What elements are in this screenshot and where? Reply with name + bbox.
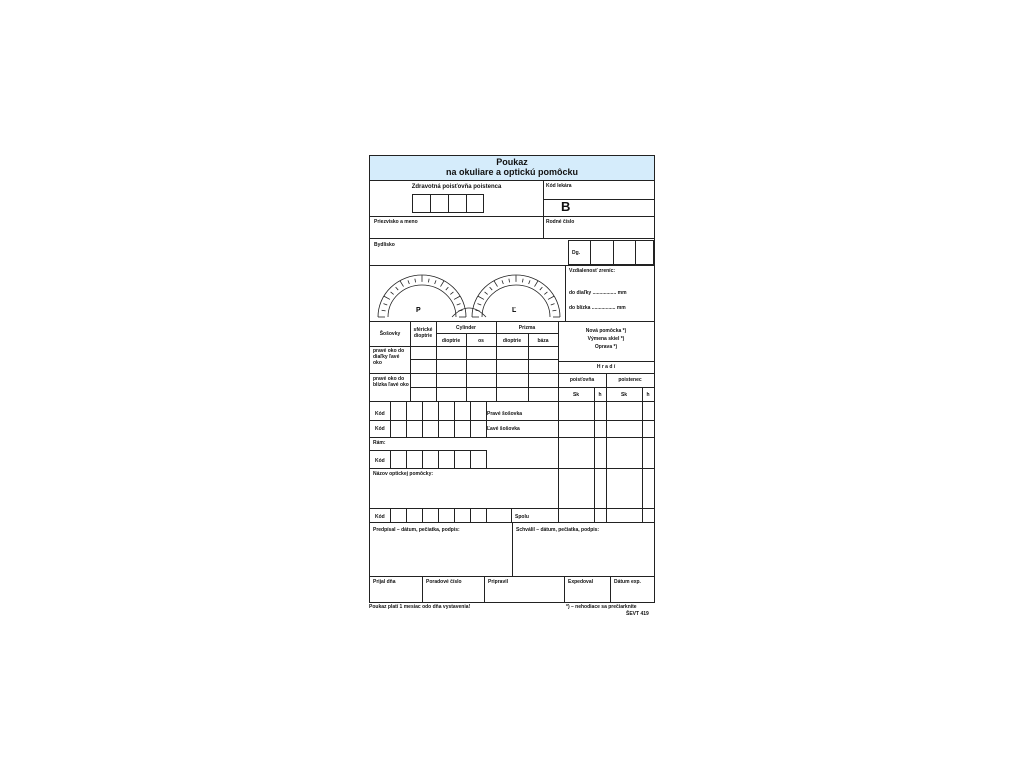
prism-col-header: Prizma bbox=[518, 325, 536, 331]
birth-number-label: Rodné číslo bbox=[546, 219, 575, 225]
form-subtitle: na okuliare a optickú pomôcku bbox=[445, 167, 579, 177]
received-date-label: Prijal dňa bbox=[373, 579, 396, 585]
sphere-col-header: sférické dioptrie bbox=[413, 327, 433, 339]
pays-insured-label: poistenec bbox=[618, 377, 642, 383]
code-cell-divider bbox=[406, 508, 407, 522]
right-eye-dial-label: P bbox=[416, 307, 421, 314]
dial-tick bbox=[485, 292, 488, 294]
pays-insurer-label: poisťovňa bbox=[569, 377, 595, 383]
code-cell-divider bbox=[470, 450, 471, 468]
near-distance-label: do blízka ................. mm bbox=[569, 305, 626, 311]
dial-tick bbox=[458, 310, 462, 311]
dial-tick bbox=[454, 296, 460, 299]
code-cell-divider bbox=[454, 508, 455, 522]
dial-tick bbox=[396, 287, 399, 290]
address-label: Bydlisko bbox=[374, 242, 395, 248]
dial-tick bbox=[494, 281, 498, 287]
code-cell-divider bbox=[486, 508, 487, 522]
code-label-2: Kód bbox=[375, 426, 385, 432]
dial-tick bbox=[535, 281, 539, 287]
insured-sk-header: Sk bbox=[620, 392, 628, 398]
lenses-col-header: Šošovky bbox=[379, 331, 401, 337]
diagnosis-boxes[interactable] bbox=[568, 240, 654, 265]
code-cell-divider bbox=[486, 420, 487, 437]
dial-tick bbox=[441, 281, 445, 287]
strike-note: *) – nehodiace sa prečiarknite bbox=[566, 604, 637, 610]
dial-tick bbox=[400, 281, 404, 287]
dial-tick bbox=[478, 296, 484, 299]
code-cell-divider bbox=[486, 401, 487, 420]
serial-number-label: Poradové číslo bbox=[426, 579, 462, 585]
total-label: Spolu bbox=[515, 514, 529, 520]
frame-label: Rám: bbox=[373, 440, 386, 446]
code-cell-divider bbox=[422, 508, 423, 522]
code-label-3: Kód bbox=[375, 458, 385, 464]
dial-tick bbox=[522, 279, 523, 283]
prescriber-signature-label: Predpísal – dátum, pečiatka, podpis: bbox=[373, 527, 460, 533]
left-lens-label: Ľavé šošovka bbox=[487, 426, 520, 432]
code-cell-divider bbox=[470, 420, 471, 437]
code-cell-divider bbox=[454, 450, 455, 468]
code-cell-divider bbox=[390, 420, 391, 437]
dial-tick bbox=[415, 279, 416, 283]
insurer-h-header: h bbox=[598, 392, 602, 398]
dial-tick bbox=[509, 279, 510, 283]
insurer-sk-header: Sk bbox=[572, 392, 580, 398]
dial-tick bbox=[552, 310, 556, 311]
code-cell-divider bbox=[390, 401, 391, 420]
name-label: Priezvisko a meno bbox=[374, 219, 418, 225]
insured-h-header: h bbox=[646, 392, 650, 398]
option-repair[interactable]: Oprava *) bbox=[594, 344, 618, 350]
dial-tick bbox=[502, 280, 503, 284]
dial-tick bbox=[383, 304, 387, 305]
code-cell-divider bbox=[406, 450, 407, 468]
form-title: Poukaz bbox=[496, 157, 528, 167]
dial-tick bbox=[435, 280, 436, 284]
dial-tick bbox=[391, 292, 394, 294]
near-rows-label: pravé oko do blízka ľavé oko bbox=[373, 376, 409, 388]
code-cell-divider bbox=[470, 401, 471, 420]
code-label-4: Kód bbox=[375, 514, 385, 520]
dispatched-by-label: Expedoval bbox=[568, 579, 594, 585]
dial-tick bbox=[490, 287, 493, 290]
axis-dials bbox=[370, 265, 566, 321]
prepared-by-label: Pripravil bbox=[488, 579, 509, 585]
code-cell-divider bbox=[422, 420, 423, 437]
category-letter: B bbox=[561, 199, 571, 214]
code-cell-divider bbox=[470, 508, 471, 522]
code-cell-divider bbox=[438, 420, 439, 437]
dial-tick bbox=[384, 296, 390, 299]
dial-tick bbox=[382, 310, 386, 311]
option-new-device[interactable]: Nová pomôcka *) bbox=[585, 328, 627, 334]
approver-signature-label: Schválil – dátum, pečiatka, podpis: bbox=[516, 527, 600, 533]
insurer-label: Zdravotná poisťovňa poistenca bbox=[411, 184, 502, 190]
prescription-form bbox=[369, 155, 655, 603]
doctor-code-label: Kód lekára bbox=[546, 183, 572, 189]
dial-tick bbox=[450, 292, 453, 294]
dial-tick bbox=[544, 292, 547, 294]
pays-title: H r a d í bbox=[596, 364, 616, 370]
prism-diopter-header: dioptrie bbox=[502, 338, 522, 344]
dial-tick bbox=[476, 310, 480, 311]
prism-base-header: báza bbox=[537, 338, 549, 344]
code-cell-divider bbox=[390, 450, 391, 468]
dial-tick bbox=[529, 280, 530, 284]
code-cell-divider bbox=[438, 508, 439, 522]
code-cell-divider bbox=[406, 420, 407, 437]
dial-tick bbox=[446, 287, 449, 290]
validity-note: Poukaz platí 1 mesiac odo dňa vystavenia! bbox=[369, 604, 471, 610]
far-rows-label: pravé oko do diaľky ľavé oko bbox=[373, 348, 405, 366]
option-replace-lenses[interactable]: Výmena skiel *) bbox=[587, 336, 625, 342]
code-cell-divider bbox=[454, 420, 455, 437]
dial-tick bbox=[477, 304, 481, 305]
code-cell-divider bbox=[422, 450, 423, 468]
code-cell-divider bbox=[486, 450, 487, 468]
code-cell-divider bbox=[438, 401, 439, 420]
expiry-date-label: Dátum exp. bbox=[614, 579, 641, 585]
left-eye-dial-label: Ľ bbox=[512, 307, 517, 314]
cylinder-diopter-header: dioptrie bbox=[441, 338, 461, 344]
dial-tick bbox=[540, 287, 543, 290]
code-cell-divider bbox=[422, 401, 423, 420]
dial-tick bbox=[551, 304, 555, 305]
code-cell-divider bbox=[454, 401, 455, 420]
right-lens-label: Pravé šošovka bbox=[487, 411, 523, 417]
code-cell-divider bbox=[390, 508, 391, 522]
far-distance-label: do diaľky ................. mm bbox=[569, 290, 627, 296]
dial-tick bbox=[457, 304, 461, 305]
dial-tick bbox=[428, 279, 429, 283]
form-header bbox=[370, 156, 654, 181]
dial-tick bbox=[408, 280, 409, 284]
pupil-distance-label: Vzdialenosť zreníc: bbox=[569, 268, 616, 274]
dial-tick bbox=[548, 296, 554, 299]
code-cell-divider bbox=[406, 401, 407, 420]
diagnosis-label: Dg. bbox=[572, 250, 581, 256]
device-name-label: Názov optickej pomôcky: bbox=[373, 471, 434, 477]
cylinder-col-header: Cylinder bbox=[455, 325, 476, 331]
code-label-1: Kód bbox=[375, 411, 385, 417]
cylinder-axis-header: os bbox=[478, 338, 484, 344]
form-code: ŠEVT 419 bbox=[626, 611, 649, 617]
code-cell-divider bbox=[438, 450, 439, 468]
